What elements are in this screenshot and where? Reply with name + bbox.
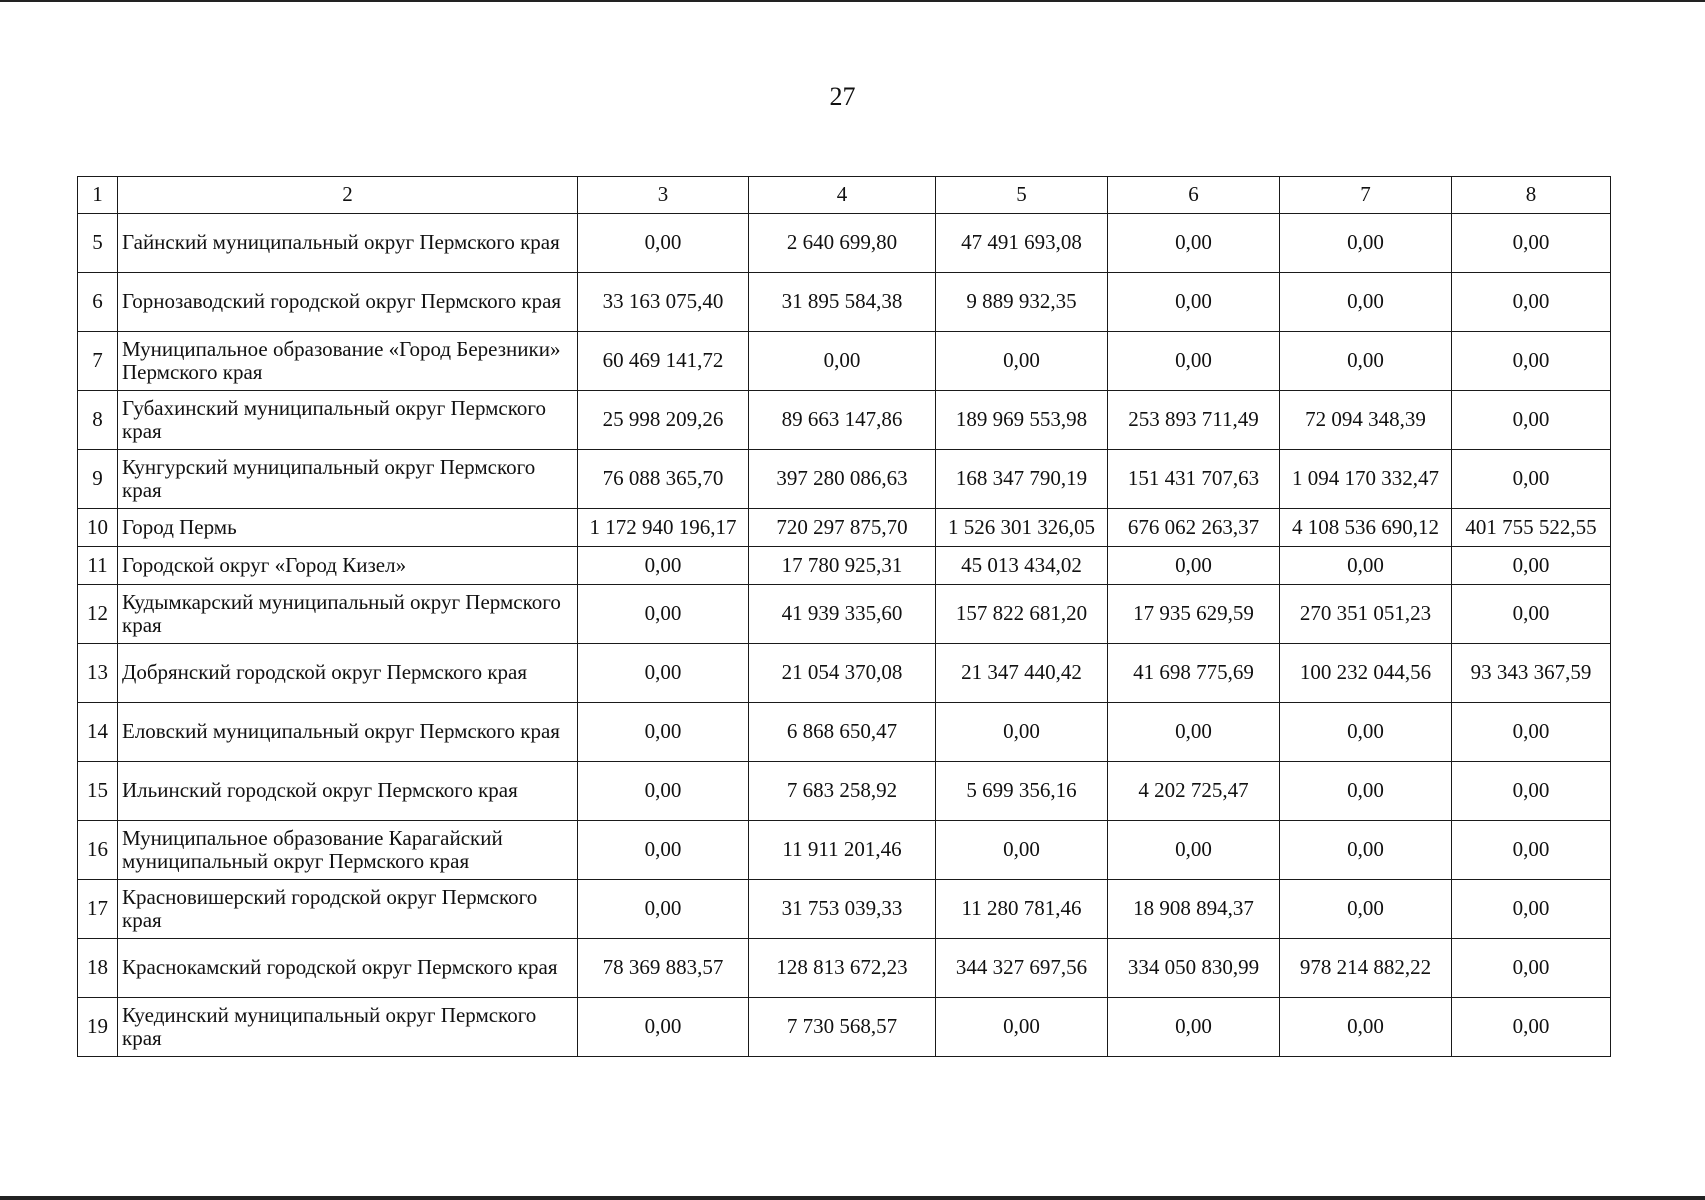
amount-cell: 9 889 932,35 [936, 273, 1108, 332]
amount-cell: 1 094 170 332,47 [1280, 450, 1452, 509]
amount-cell: 0,00 [1108, 332, 1280, 391]
amount-cell: 401 755 522,55 [1452, 509, 1611, 547]
municipality-name: Гайнский муниципальный округ Пермского края [118, 214, 578, 273]
row-number: 5 [78, 214, 118, 273]
column-header: 4 [749, 177, 936, 214]
municipality-name: Муниципальное образование Карагайский муниципальный округ Пермского края [118, 821, 578, 880]
amount-cell: 100 232 044,56 [1280, 644, 1452, 703]
amount-cell: 7 730 568,57 [749, 998, 936, 1057]
row-number: 7 [78, 332, 118, 391]
amount-cell: 0,00 [1280, 880, 1452, 939]
amount-cell: 0,00 [1108, 547, 1280, 585]
amount-cell: 0,00 [578, 214, 749, 273]
amount-cell: 4 108 536 690,12 [1280, 509, 1452, 547]
amount-cell: 0,00 [1452, 939, 1611, 998]
amount-cell: 0,00 [578, 547, 749, 585]
column-header: 8 [1452, 177, 1611, 214]
table-body [78, 177, 1611, 1057]
column-header: 6 [1108, 177, 1280, 214]
amount-cell: 5 699 356,16 [936, 762, 1108, 821]
amount-cell: 89 663 147,86 [749, 391, 936, 450]
amount-cell: 0,00 [1452, 703, 1611, 762]
data-table [77, 176, 1611, 1057]
amount-cell: 11 280 781,46 [936, 880, 1108, 939]
amount-cell: 0,00 [936, 821, 1108, 880]
table-row [78, 391, 1611, 450]
amount-cell: 1 526 301 326,05 [936, 509, 1108, 547]
amount-cell: 72 094 348,39 [1280, 391, 1452, 450]
amount-cell: 60 469 141,72 [578, 332, 749, 391]
municipality-name: Город Пермь [118, 509, 578, 547]
amount-cell: 0,00 [1452, 585, 1611, 644]
amount-cell: 7 683 258,92 [749, 762, 936, 821]
column-header: 3 [578, 177, 749, 214]
municipality-name: Красновишерский городской округ Пермского края [118, 880, 578, 939]
municipality-name: Кунгурский муниципальный округ Пермского края [118, 450, 578, 509]
row-number: 10 [78, 509, 118, 547]
amount-cell: 0,00 [578, 998, 749, 1057]
amount-cell: 397 280 086,63 [749, 450, 936, 509]
amount-cell: 33 163 075,40 [578, 273, 749, 332]
amount-cell: 0,00 [1108, 998, 1280, 1057]
amount-cell: 17 780 925,31 [749, 547, 936, 585]
amount-cell: 41 698 775,69 [1108, 644, 1280, 703]
amount-cell: 189 969 553,98 [936, 391, 1108, 450]
amount-cell: 1 172 940 196,17 [578, 509, 749, 547]
row-number: 12 [78, 585, 118, 644]
table-row [78, 450, 1611, 509]
amount-cell: 0,00 [1280, 998, 1452, 1057]
row-number: 19 [78, 998, 118, 1057]
amount-cell: 0,00 [1280, 821, 1452, 880]
table-row [78, 762, 1611, 821]
table-row [78, 332, 1611, 391]
row-number: 9 [78, 450, 118, 509]
amount-cell: 0,00 [1280, 273, 1452, 332]
amount-cell: 0,00 [1280, 332, 1452, 391]
amount-cell: 720 297 875,70 [749, 509, 936, 547]
row-number: 13 [78, 644, 118, 703]
municipality-name: Ильинский городской округ Пермского края [118, 762, 578, 821]
row-number: 17 [78, 880, 118, 939]
amount-cell: 978 214 882,22 [1280, 939, 1452, 998]
municipality-name: Муниципальное образование «Город Березники» Пермского края [118, 332, 578, 391]
amount-cell: 0,00 [936, 332, 1108, 391]
amount-cell: 128 813 672,23 [749, 939, 936, 998]
row-number: 15 [78, 762, 118, 821]
table-row [78, 703, 1611, 762]
amount-cell: 676 062 263,37 [1108, 509, 1280, 547]
table-row [78, 547, 1611, 585]
row-number: 14 [78, 703, 118, 762]
row-number: 11 [78, 547, 118, 585]
row-number: 16 [78, 821, 118, 880]
amount-cell: 0,00 [936, 998, 1108, 1057]
amount-cell: 270 351 051,23 [1280, 585, 1452, 644]
amount-cell: 151 431 707,63 [1108, 450, 1280, 509]
header-row [78, 177, 1611, 214]
amount-cell: 0,00 [1108, 821, 1280, 880]
table-row [78, 939, 1611, 998]
amount-cell: 25 998 209,26 [578, 391, 749, 450]
page-top-border [0, 0, 1705, 2]
column-header: 1 [78, 177, 118, 214]
amount-cell: 11 911 201,46 [749, 821, 936, 880]
amount-cell: 93 343 367,59 [1452, 644, 1611, 703]
municipality-name: Куединский муниципальный округ Пермского края [118, 998, 578, 1057]
municipality-name: Горнозаводский городской округ Пермского края [118, 273, 578, 332]
amount-cell: 18 908 894,37 [1108, 880, 1280, 939]
amount-cell: 168 347 790,19 [936, 450, 1108, 509]
table-row [78, 998, 1611, 1057]
amount-cell: 21 347 440,42 [936, 644, 1108, 703]
amount-cell: 2 640 699,80 [749, 214, 936, 273]
row-number: 6 [78, 273, 118, 332]
amount-cell: 0,00 [936, 703, 1108, 762]
column-header: 2 [118, 177, 578, 214]
table-row [78, 821, 1611, 880]
municipality-name: Краснокамский городской округ Пермского края [118, 939, 578, 998]
municipality-name: Губахинский муниципальный округ Пермского края [118, 391, 578, 450]
page-number: 27 [829, 82, 856, 111]
amount-cell: 78 369 883,57 [578, 939, 749, 998]
amount-cell: 0,00 [578, 821, 749, 880]
table-row [78, 273, 1611, 332]
row-number: 18 [78, 939, 118, 998]
amount-cell: 0,00 [578, 762, 749, 821]
amount-cell: 47 491 693,08 [936, 214, 1108, 273]
amount-cell: 0,00 [1452, 762, 1611, 821]
amount-cell: 76 088 365,70 [578, 450, 749, 509]
amount-cell: 157 822 681,20 [936, 585, 1108, 644]
amount-cell: 0,00 [1108, 214, 1280, 273]
amount-cell: 45 013 434,02 [936, 547, 1108, 585]
amount-cell: 0,00 [578, 703, 749, 762]
municipality-name: Добрянский городской округ Пермского края [118, 644, 578, 703]
amount-cell: 31 895 584,38 [749, 273, 936, 332]
amount-cell: 0,00 [1280, 762, 1452, 821]
page-bottom-border [0, 1196, 1705, 1200]
amount-cell: 0,00 [1452, 821, 1611, 880]
table-row [78, 585, 1611, 644]
amount-cell: 0,00 [1280, 214, 1452, 273]
amount-cell: 0,00 [1452, 547, 1611, 585]
amount-cell: 0,00 [1452, 332, 1611, 391]
amount-cell: 344 327 697,56 [936, 939, 1108, 998]
municipality-name: Кудымкарский муниципальный округ Пермского края [118, 585, 578, 644]
amount-cell: 21 054 370,08 [749, 644, 936, 703]
amount-cell: 0,00 [749, 332, 936, 391]
amount-cell: 31 753 039,33 [749, 880, 936, 939]
amount-cell: 0,00 [578, 880, 749, 939]
table-row [78, 509, 1611, 547]
amount-cell: 0,00 [1452, 273, 1611, 332]
amount-cell: 0,00 [1280, 703, 1452, 762]
amount-cell: 6 868 650,47 [749, 703, 936, 762]
table-row [78, 214, 1611, 273]
column-header: 5 [936, 177, 1108, 214]
row-number: 8 [78, 391, 118, 450]
amount-cell: 17 935 629,59 [1108, 585, 1280, 644]
amount-cell: 0,00 [1108, 703, 1280, 762]
table-row [78, 880, 1611, 939]
amount-cell: 0,00 [1452, 391, 1611, 450]
table-row [78, 644, 1611, 703]
municipality-name: Городской округ «Город Кизел» [118, 547, 578, 585]
amount-cell: 0,00 [1280, 547, 1452, 585]
amount-cell: 0,00 [578, 644, 749, 703]
amount-cell: 0,00 [1452, 450, 1611, 509]
amount-cell: 4 202 725,47 [1108, 762, 1280, 821]
amount-cell: 0,00 [1108, 273, 1280, 332]
amount-cell: 0,00 [578, 585, 749, 644]
amount-cell: 41 939 335,60 [749, 585, 936, 644]
column-header: 7 [1280, 177, 1452, 214]
amount-cell: 334 050 830,99 [1108, 939, 1280, 998]
amount-cell: 0,00 [1452, 998, 1611, 1057]
amount-cell: 0,00 [1452, 214, 1611, 273]
municipality-name: Еловский муниципальный округ Пермского края [118, 703, 578, 762]
amount-cell: 0,00 [1452, 880, 1611, 939]
amount-cell: 253 893 711,49 [1108, 391, 1280, 450]
